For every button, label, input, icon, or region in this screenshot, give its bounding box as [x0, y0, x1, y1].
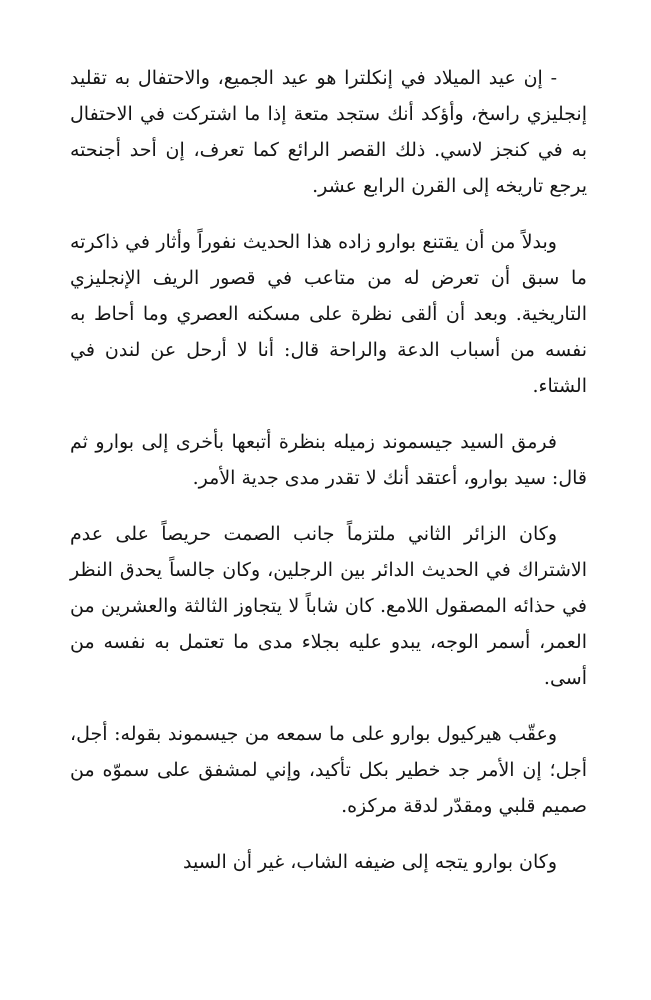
paragraph-6: وكان بوارو يتجه إلى ضيفه الشاب، غير أن السيد: [183, 851, 557, 873]
paragraph-4: وكان الزائر الثاني ملتزماً جانب الصمت حريصاً على عدم الاشتراك في الحديث الدائر بين الرجلين، وكان جالساً يحدق النظر في حذائه المصقول اللامع. كان شاباً لا يتجاوز الثالثة والعشرين من العمر، أسمر الوجه، يبدو عليه بجلاء مدى ما تعتمل به نفسه من أسى.: [70, 523, 587, 689]
paragraph-5: وعقّب هيركيول بوارو على ما سمعه من جيسموند بقوله: أجل، أجل؛ إن الأمر جد خطير بكل تأكيد، وإني لمشفق على سموّه من صميم قلبي ومقدّر لدقة مركزه.: [70, 723, 587, 817]
paragraph-1: - إن عيد الميلاد في إنكلترا هو عيد الجميع، والاحتفال به تقليد إنجليزي راسخ، وأؤكد أنك ستجد متعة إذا ما اشتركت في الاحتفال به في كنجز لاسي. ذلك القصر الرائع كما تعرف، إن أحد أجنحته يرجع تاريخه إلى القرن الرابع عشر.: [70, 67, 588, 197]
paragraph-3: فرمق السيد جيسموند زميله بنظرة أتبعها بأخرى إلى بوارو ثم قال: سيد بوارو، أعتقد أنك لا تقدر مدى جدية الأمر.: [70, 431, 587, 489]
book-page: [70, 60, 587, 900]
paragraph-2: وبدلاً من أن يقتنع بوارو زاده هذا الحديث نفوراً وأثار في ذاكرته ما سبق أن تعرض له من متاعب في قصور الريف الإنجليزي التاريخية. وبعد أن ألقى نظرة على مسكنه العصري وما أحاط به نفسه من أسباب الدعة والراحة قال: أنا لا أرحل عن لندن في الشتاء.: [70, 231, 587, 397]
